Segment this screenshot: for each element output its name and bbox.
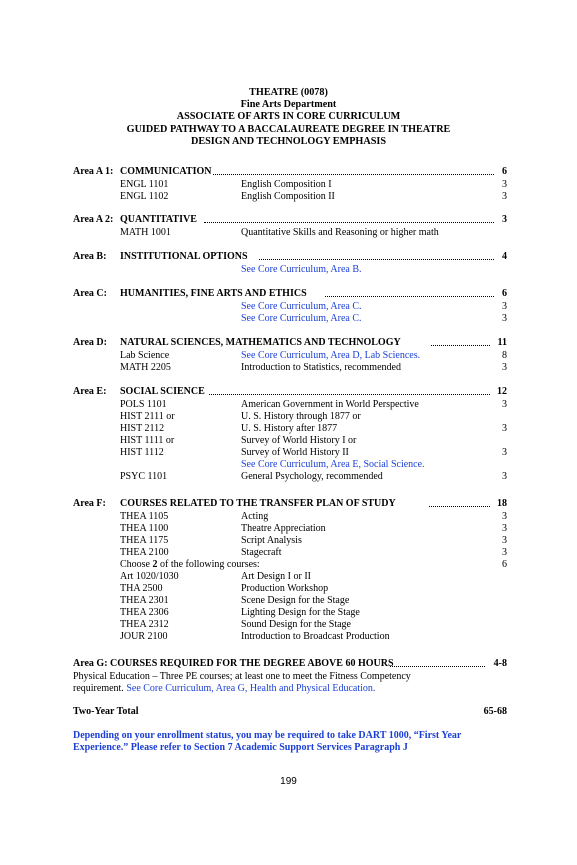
area-title: HUMANITIES, FINE ARTS AND ETHICS (120, 288, 307, 299)
area-g-line: requirement. See Core Curriculum, Area G, Health and Physical Education. (73, 683, 376, 695)
core-curriculum-link[interactable]: See Core Curriculum, Area C. (241, 301, 362, 312)
program-title: THEATRE (0078) (249, 87, 328, 98)
emphasis-title: DESIGN AND TECHNOLOGY EMPHASIS (190, 135, 386, 147)
area-f-section (73, 498, 507, 643)
area-label: Area A 2: (73, 214, 114, 225)
course-desc: Acting (241, 511, 269, 522)
area-b-section (73, 251, 507, 276)
area-hours: 4 (502, 251, 507, 262)
core-curriculum-link[interactable]: See Core Curriculum, Area E, Social Science. (241, 459, 425, 470)
area-title: COURSES RELATED TO THE TRANSFER PLAN OF STUDY (120, 498, 396, 509)
course-desc: Introduction to Broadcast Production (241, 631, 390, 642)
course-desc: Scene Design for the Stage (241, 595, 350, 606)
dot-leader (259, 259, 494, 260)
dot-leader (429, 506, 490, 507)
course-hours: 3 (502, 423, 507, 434)
area-hours: 6 (502, 288, 507, 299)
option-row (73, 583, 507, 595)
course-code: HIST 1112 (120, 447, 164, 458)
dot-leader (325, 296, 494, 297)
note-line: Depending on your enrollment status, you may be required to take DART 1000, “First Year (73, 730, 462, 741)
course-hours: 3 (502, 535, 507, 546)
course-row (73, 471, 507, 483)
course-desc: American Government in World Perspective (241, 399, 419, 410)
area-hours: 6 (502, 166, 507, 177)
course-desc: Introduction to Statistics, recommended (241, 362, 401, 373)
area-g-title: Area G: COURSES REQUIRED FOR THE DEGREE ABOVE 60 HOURS (73, 658, 394, 669)
course-row (73, 399, 507, 411)
course-desc: Survey of World History II (241, 447, 349, 458)
area-g-line: Physical Education – Three PE courses; at least one to meet the Fitness Competency (73, 671, 411, 682)
option-row (73, 571, 507, 583)
course-code: THEA 1100 (120, 523, 169, 534)
course-desc: Production Workshop (241, 583, 329, 594)
enrollment-note (73, 730, 507, 754)
course-desc: U. S. History after 1877 (241, 423, 338, 434)
course-desc: Quantitative Skills and Reasoning or higher math (241, 227, 439, 238)
total-label: Two-Year Total (73, 706, 139, 717)
choose-instruction: Choose 2 of the following courses: (120, 559, 260, 570)
area-label: Area D: (73, 337, 107, 348)
dot-leader (431, 345, 490, 346)
area-e-heading (73, 386, 507, 399)
area-label: Area E: (73, 386, 107, 397)
area-label: Area B: (73, 251, 107, 262)
course-row (73, 523, 507, 535)
course-row (73, 362, 507, 374)
course-hours: 3 (502, 191, 507, 202)
course-hours: 3 (502, 362, 507, 373)
course-row (73, 435, 507, 447)
course-hours: 3 (502, 399, 507, 410)
course-code: POLS 1101 (120, 399, 167, 410)
area-a2-heading (73, 214, 507, 227)
total-row (73, 706, 507, 719)
area-c-heading (73, 288, 507, 301)
course-row (73, 179, 507, 191)
area-d-section (73, 337, 507, 374)
area-a2-section (73, 214, 507, 239)
core-curriculum-link[interactable]: See Core Curriculum, Area G, Health and Physical Education. (126, 683, 376, 695)
area-label: Area A 1: (73, 166, 114, 177)
area-title: QUANTITATIVE (120, 214, 197, 225)
course-code: Art 1020/1030 (120, 571, 179, 582)
course-desc: English Composition I (241, 179, 332, 190)
course-code: HIST 2111 or (120, 411, 175, 422)
core-curriculum-link[interactable]: See Core Curriculum, Area B. (241, 264, 362, 275)
course-row (73, 511, 507, 523)
course-hours: 3 (502, 301, 507, 312)
course-code: THEA 2100 (120, 547, 169, 558)
course-code: JOUR 2100 (120, 631, 168, 642)
dot-leader (209, 394, 490, 395)
option-row (73, 631, 507, 643)
course-desc: Art Design I or II (241, 571, 311, 582)
area-a1-section (73, 166, 507, 203)
course-code: PSYC 1101 (120, 471, 168, 482)
course-code: MATH 1001 (120, 227, 171, 238)
area-g-heading (73, 658, 507, 671)
course-hours: 3 (502, 547, 507, 558)
course-desc: Theatre Appreciation (241, 523, 326, 534)
course-row (73, 227, 507, 239)
course-hours: 3 (502, 313, 507, 324)
area-b-heading (73, 251, 507, 264)
course-hours: 3 (502, 523, 507, 534)
course-row (73, 313, 507, 325)
total-hours: 65-68 (483, 706, 507, 717)
course-row (73, 459, 507, 471)
course-desc: Stagecraft (241, 547, 282, 558)
document-header (0, 87, 577, 148)
dot-leader (390, 666, 485, 667)
degree-title: ASSOCIATE OF ARTS IN CORE CURRICULUM (176, 111, 401, 123)
course-hours: 3 (502, 471, 507, 482)
course-desc: Survey of World History I or (241, 435, 357, 446)
area-hours: 11 (497, 337, 507, 348)
course-desc: Lighting Design for the Stage (241, 607, 360, 618)
course-code: THEA 2306 (120, 607, 169, 618)
course-code: Lab Science (120, 350, 170, 361)
course-desc: U. S. History through 1877 or (241, 411, 361, 422)
area-label: Area F: (73, 498, 106, 509)
course-code: THEA 2301 (120, 595, 169, 606)
area-a1-heading (73, 166, 507, 179)
area-title: INSTITUTIONAL OPTIONS (120, 251, 248, 262)
option-row (73, 607, 507, 619)
course-row (73, 301, 507, 313)
course-desc: English Composition II (241, 191, 335, 202)
area-label: Area C: (73, 288, 107, 299)
dot-leader (213, 174, 494, 175)
area-hours: 3 (502, 214, 507, 225)
department: Fine Arts Department (240, 99, 337, 111)
area-f-heading (73, 498, 507, 511)
option-row (73, 619, 507, 631)
course-desc: General Psychology, recommended (241, 471, 383, 482)
course-row (73, 264, 507, 276)
course-code: THEA 2312 (120, 619, 169, 630)
course-row (73, 350, 507, 362)
core-curriculum-link[interactable]: See Core Curriculum, Area D, Lab Sciences. (241, 350, 421, 361)
course-hours: 3 (502, 447, 507, 458)
course-desc: Sound Design for the Stage (241, 619, 351, 630)
area-title: NATURAL SCIENCES, MATHEMATICS AND TECHNOLOGY (120, 337, 401, 348)
course-code: THEA 1175 (120, 535, 169, 546)
option-row (73, 595, 507, 607)
course-code: THEA 1105 (120, 511, 169, 522)
course-code: HIST 2112 (120, 423, 165, 434)
course-row (73, 423, 507, 435)
note-line: Experience.” Please refer to Section 7 Academic Support Services Paragraph J (73, 742, 408, 754)
area-hours: 18 (497, 498, 507, 509)
course-code: MATH 2205 (120, 362, 171, 373)
core-curriculum-link[interactable]: See Core Curriculum, Area C. (241, 313, 362, 324)
course-code: ENGL 1101 (120, 179, 169, 190)
course-row (73, 411, 507, 423)
area-d-heading (73, 337, 507, 350)
course-row (73, 447, 507, 459)
area-g-text (73, 671, 507, 695)
course-code: THA 2500 (120, 583, 163, 594)
dot-leader (204, 222, 494, 223)
area-hours: 4-8 (493, 658, 507, 669)
pathway-title: GUIDED PATHWAY TO A BACCALAUREATE DEGREE IN THEATRE (126, 123, 451, 135)
choose-courses-row (73, 559, 507, 571)
course-code: ENGL 1102 (120, 191, 169, 202)
course-hours: 3 (502, 179, 507, 190)
course-row (73, 547, 507, 559)
course-desc: Script Analysis (241, 535, 302, 546)
area-hours: 12 (497, 386, 507, 397)
course-hours: 8 (502, 350, 507, 361)
page-number: 199 (280, 776, 297, 787)
course-row (73, 535, 507, 547)
area-title: COMMUNICATION (120, 166, 212, 177)
course-code: HIST 1111 or (120, 435, 175, 446)
course-hours: 3 (502, 511, 507, 522)
area-g-section (73, 658, 507, 695)
area-c-section (73, 288, 507, 325)
course-row (73, 191, 507, 203)
area-e-section (73, 386, 507, 483)
area-title: SOCIAL SCIENCE (120, 386, 205, 397)
course-hours: 6 (502, 559, 507, 570)
